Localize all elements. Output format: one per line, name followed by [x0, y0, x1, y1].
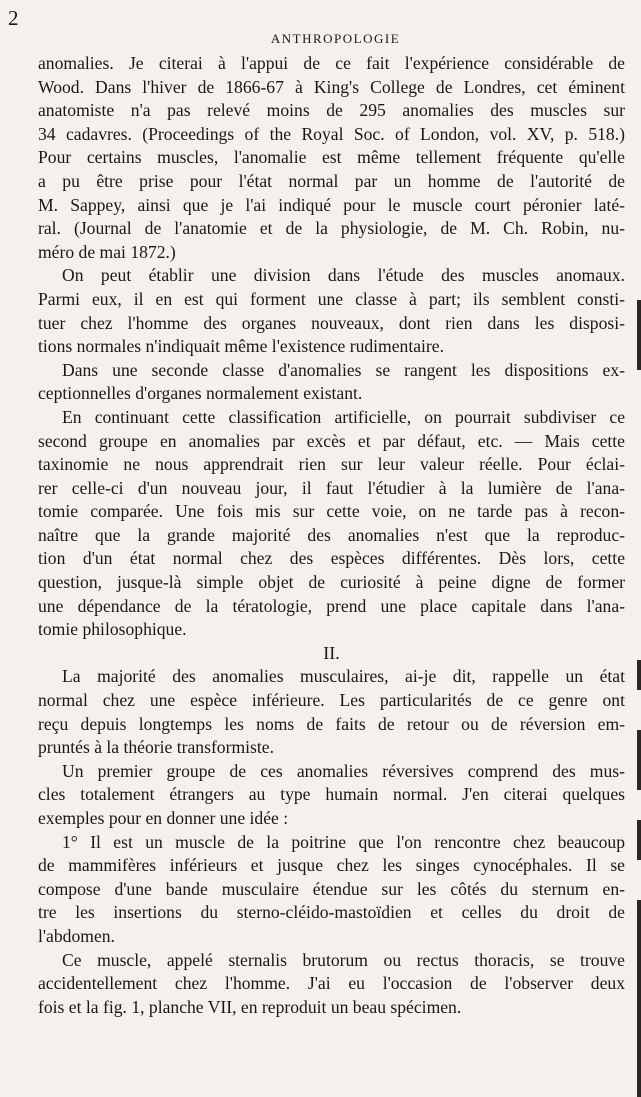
- scan-edge-mark: [637, 730, 641, 790]
- text-line: fois et la fig. 1, planche VII, en reproduit un beau spécimen.: [38, 996, 462, 1017]
- text-line: 1° Il est un muscle de la poitrine que l'on rencontre chez beaucoup: [62, 831, 625, 852]
- text-line: de mammifères inférieurs et jusque chez les singes cynocéphales. Il se: [38, 855, 625, 876]
- text-line: a pu être prise pour l'état normal par un homme de l'autorité de: [38, 170, 625, 191]
- text-line: tomie philosophique.: [38, 619, 187, 640]
- text-line: tre les insertions du sterno-cléido-mastoïdien et celles du droit de: [38, 902, 625, 923]
- text-line: l'abdomen.: [38, 925, 115, 946]
- running-title: ANTHROPOLOGIE: [270, 31, 401, 46]
- text-line: ceptionnelles d'organes normalement existant.: [38, 383, 363, 404]
- text-line: cles totalement étrangers au type humain normal. J'en citerai quelques: [38, 784, 625, 805]
- body-text: [38, 52, 625, 1019]
- scan-edge-mark: [637, 900, 641, 1097]
- text-line: tuer chez l'homme des organes nouveaux, dont rien dans les disposi-: [38, 312, 625, 333]
- scan-edge-mark: [637, 820, 641, 860]
- text-line: naître que la grande majorité des anomalies n'est que la reproduc-: [38, 524, 625, 545]
- text-line: Dans une seconde classe d'anomalies se rangent les dispositions ex-: [62, 359, 625, 380]
- text-line: anomalies. Je citerai à l'appui de ce fait l'expérience considérable de: [38, 53, 625, 73]
- text-line: second groupe en anomalies par excès et par défaut, etc. — Mais cette: [38, 430, 625, 451]
- text-line: une dépendance de la tératologie, prend une place capitale dans l'ana-: [38, 595, 625, 616]
- text-line: pruntés à la théorie transformiste.: [38, 737, 274, 758]
- text-line: La majorité des anomalies musculaires, ai-je dit, rappelle un état: [62, 666, 625, 687]
- text-line: Pour certains muscles, l'anomalie est même tellement fréquente qu'elle: [38, 147, 625, 168]
- scan-edge-mark: [637, 300, 641, 370]
- text-line: Parmi eux, il en est qui forment une classe à part; ils semblent consti-: [38, 288, 625, 309]
- text-line: 34 cadavres. (Proceedings of the Royal Soc. of London, vol. XV, p. 518.): [38, 123, 625, 144]
- text-line: rer celle-ci d'un nouveau jour, il faut l'étudier à la lumière de l'ana-: [38, 477, 625, 498]
- text-line: Ce muscle, appelé sternalis brutorum ou rectus thoracis, se trouve: [62, 949, 625, 970]
- text-line: accidentellement chez l'homme. J'ai eu l'occasion de l'observer deux: [38, 973, 625, 994]
- text-line: normal chez une espèce inférieure. Les particularités de ce genre ont: [38, 690, 625, 711]
- text-line: tion d'un état normal chez des espèces différentes. Dès lors, cette: [38, 548, 625, 569]
- section-heading: II.: [323, 642, 340, 663]
- text-line: reçu depuis longtemps les noms de faits de retour ou de réversion em-: [38, 713, 625, 734]
- text-line: tions normales n'indiquait même l'existence rudimentaire.: [38, 336, 444, 357]
- text-line: anatomiste n'a pas relevé moins de 295 anomalies des muscles sur: [38, 100, 625, 121]
- text-line: Un premier groupe de ces anomalies réversives comprend des mus-: [62, 760, 625, 781]
- text-line: tomie comparée. Une fois mis sur cette voie, on ne tarde pas à recon-: [38, 501, 625, 522]
- text-line: ral. (Journal de l'anatomie et de la physiologie, de M. Ch. Robin, nu-: [38, 218, 625, 239]
- text-line: question, jusque-là simple objet de curiosité à peine digne de former: [38, 572, 625, 593]
- text-line: compose d'une bande musculaire étendue sur les côtés du sternum en-: [38, 878, 625, 899]
- text-line: M. Sappey, ainsi que je l'ai indiqué pour le muscle court péronier laté-: [38, 194, 625, 215]
- text-line: exemples pour en donner une idée :: [38, 808, 289, 828]
- text-line: méro de mai 1872.): [38, 241, 176, 262]
- text-line: On peut établir une division dans l'étude des muscles anomaux.: [62, 265, 625, 286]
- text-line: Wood. Dans l'hiver de 1866-67 à King's College de Londres, cet éminent: [38, 76, 625, 97]
- text-line: taxinomie ne nous apprendrait rien sur leur valeur réelle. Pour éclai-: [38, 454, 625, 475]
- page-number: 2: [8, 6, 19, 30]
- text-line: En continuant cette classification artificielle, on pourrait subdiviser ce: [62, 406, 625, 427]
- scan-edge-mark: [637, 660, 641, 690]
